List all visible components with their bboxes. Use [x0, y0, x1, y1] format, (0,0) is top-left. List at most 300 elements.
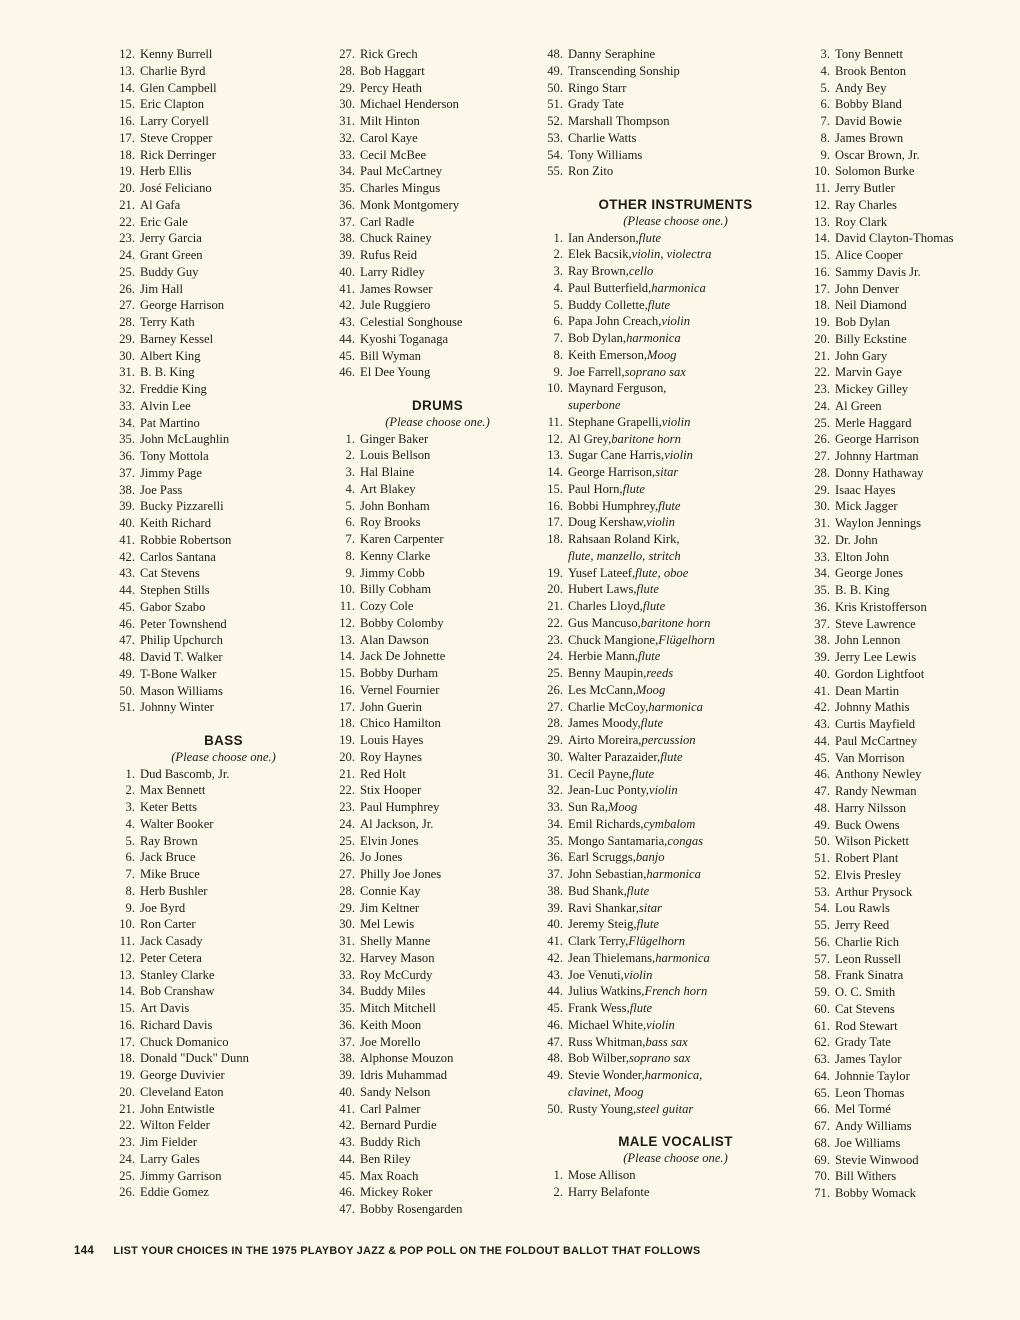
artist-name: Keith Richard [140, 516, 211, 530]
list-item [800, 80, 1010, 97]
artist-name: Mel Lewis [360, 917, 415, 932]
list-item [533, 514, 793, 531]
item-number: 19. [814, 315, 830, 329]
item-number: 17. [547, 515, 563, 530]
artist-name: Carl Palmer [360, 1101, 421, 1116]
artist-name: Anthony Newley [835, 767, 922, 782]
item-number: 17. [339, 699, 355, 714]
list-item [800, 214, 1010, 231]
item-number: 31. [119, 365, 135, 380]
item-number: 30. [339, 97, 355, 112]
item-number: 40. [547, 917, 563, 932]
artist-name: B. B. King [140, 365, 195, 380]
section-heading: DRUMS [411, 398, 464, 413]
artist-name: Sugar Cane Harris, [568, 448, 665, 463]
item-number: 44. [547, 984, 563, 999]
list-item [800, 917, 1010, 934]
list-item [105, 1050, 310, 1067]
list-item [800, 1101, 1010, 1118]
list-item [800, 549, 1010, 566]
artist-name: Herb Bushler [140, 883, 208, 898]
artist-name: Merle Haggard [835, 415, 912, 430]
item-number: 32. [339, 130, 355, 145]
artist-name: Jeremy Steig, [568, 917, 637, 932]
item-number: 26. [814, 432, 830, 447]
item-number: 19. [119, 1068, 135, 1082]
instrument-label: sitar [655, 465, 679, 479]
list-item [800, 431, 1010, 448]
list-item [533, 163, 793, 180]
item-number: 21. [119, 1101, 135, 1116]
list-item [800, 934, 1010, 951]
list-item [325, 1034, 525, 1051]
list-item [533, 1184, 793, 1201]
item-number: 37. [547, 867, 563, 881]
item-number: 46. [547, 1017, 563, 1032]
artist-name: Karen Carpenter [360, 532, 444, 546]
item-number: 11. [119, 934, 135, 948]
artist-name: Frank Wess, [568, 1001, 630, 1015]
item-number: 16. [119, 1017, 135, 1032]
item-number: 43. [339, 315, 355, 329]
item-number: 20. [119, 1084, 135, 1099]
artist-name: Grant Green [140, 248, 203, 262]
list-item [800, 783, 1010, 800]
item-number: 3. [820, 47, 830, 61]
item-number: 7. [125, 867, 135, 881]
item-number: 18. [119, 1051, 135, 1066]
list-item [800, 398, 1010, 415]
artist-name: Larry Ridley [360, 264, 425, 279]
item-number: 33. [547, 800, 563, 814]
instrument-label: percussion [641, 733, 696, 747]
list-item [533, 130, 793, 147]
item-number: 43. [547, 967, 563, 982]
item-number: 22. [547, 615, 563, 630]
item-number: 45. [339, 1168, 355, 1183]
artist-name: Stephane Grapelli, [568, 414, 662, 429]
item-number: 3. [345, 465, 355, 479]
artist-name: Marshall Thompson [568, 114, 670, 128]
artist-name: Solomon Burke [835, 164, 915, 179]
list-item [105, 616, 310, 633]
item-number: 25. [119, 264, 135, 279]
artist-name: Johnny Winter [140, 700, 214, 715]
artist-name: Joe Venuti, [568, 967, 624, 982]
artist-name: Mason Williams [140, 683, 223, 698]
list-item [105, 549, 310, 566]
artist-name: T-Bone Walker [140, 666, 217, 681]
list-item [533, 246, 793, 263]
item-number: 21. [119, 197, 135, 212]
instrument-label: harmonica [626, 331, 681, 345]
item-number: 11. [814, 181, 830, 195]
item-number: 5. [345, 498, 355, 513]
list-item [325, 782, 525, 799]
list-item [105, 866, 310, 883]
item-number: 67. [814, 1119, 830, 1133]
item-number: 42. [339, 1118, 355, 1133]
item-number: 15. [814, 248, 830, 262]
artist-name: Philip Upchurch [140, 633, 223, 648]
artist-name: Jo Jones [360, 850, 403, 865]
artist-name: Cecil McBee [360, 147, 427, 162]
artist-name: Les McCann, [568, 682, 636, 697]
list-item [533, 766, 793, 783]
item-number: 15. [339, 666, 355, 680]
artist-name: Charlie Byrd [140, 63, 206, 78]
item-number: 46. [814, 767, 830, 782]
item-number: 31. [339, 934, 355, 948]
list-item [325, 866, 525, 883]
list-item [533, 950, 793, 967]
artist-name: Donny Hathaway [835, 465, 924, 480]
list-item [325, 615, 525, 632]
section-heading: OTHER INSTRUMENTS [598, 197, 753, 212]
artist-name: Tony Williams [568, 147, 643, 162]
item-number: 13. [119, 967, 135, 982]
footer-text: LIST YOUR CHOICES IN THE 1975 PLAYBOY JAZZ & POP POLL ON THE FOLDOUT BALLOT THAT FOLLOWS [113, 1245, 701, 1257]
list-item [800, 498, 1010, 515]
list-item [105, 1168, 310, 1185]
artist-name: Stevie Wonder, [568, 1068, 645, 1082]
artist-name: Rahsaan Roland Kirk, [568, 532, 680, 546]
list-item [325, 63, 525, 80]
artist-name: Grady Tate [568, 97, 624, 112]
artist-name: George Harrison, [568, 465, 656, 479]
artist-name: Rick Derringer [140, 147, 216, 162]
item-number: 29. [547, 733, 563, 747]
item-number: 2. [125, 783, 135, 798]
artist-name: Brook Benton [835, 63, 907, 78]
list-item [105, 1117, 310, 1134]
list-item [533, 313, 793, 330]
list-item [325, 46, 525, 63]
item-number: 12. [119, 950, 135, 965]
list-item [533, 364, 793, 381]
item-number: 43. [814, 717, 830, 731]
artist-name: Charles Lloyd, [568, 599, 643, 613]
item-number: 35. [814, 583, 830, 597]
item-number: 31. [814, 516, 830, 530]
column-3 [533, 46, 793, 1200]
list-item [325, 247, 525, 264]
artist-name: Johnny Hartman [835, 449, 919, 463]
column-2 [325, 46, 525, 1218]
item-number: 30. [119, 348, 135, 363]
artist-name: Max Bennett [140, 783, 206, 798]
artist-name: Curtis Mayfield [835, 717, 916, 731]
list-item [800, 884, 1010, 901]
artist-name: Jim Fielder [140, 1135, 198, 1149]
instrument-label: harmonica, [644, 1068, 703, 1082]
artist-name: Paul Humphrey [360, 800, 440, 814]
artist-name: Jack Casady [140, 934, 203, 948]
list-item [105, 264, 310, 281]
item-number: 20. [339, 749, 355, 764]
item-number: 40. [339, 1084, 355, 1099]
list-item [105, 431, 310, 448]
item-number: 17. [119, 1034, 135, 1049]
artist-name: Johnnie Taylor [835, 1068, 910, 1083]
artist-name: Roy McCurdy [360, 967, 433, 982]
list-item [325, 967, 525, 984]
instrument-label: baritone horn [640, 615, 711, 630]
artist-name: Cat Stevens [140, 566, 200, 581]
item-number: 27. [339, 867, 355, 881]
list-item [800, 96, 1010, 113]
list-item [325, 230, 525, 247]
list-item [533, 866, 793, 883]
artist-name: Jerry Reed [835, 918, 890, 932]
item-number: 47. [814, 784, 830, 798]
list-item [800, 482, 1010, 499]
list-item [800, 532, 1010, 549]
item-number: 28. [814, 465, 830, 480]
artist-name: Kenny Burrell [140, 47, 213, 61]
item-number: 44. [814, 733, 830, 748]
item-number: 39. [339, 248, 355, 262]
artist-name: Ravi Shankar, [568, 900, 639, 915]
artist-name: Charles Mingus [360, 181, 441, 195]
item-number: 39. [547, 900, 563, 915]
section-instruction: (Please choose one.) [623, 1151, 728, 1165]
list-item [533, 1067, 793, 1084]
list-item [325, 147, 525, 164]
list-item [325, 799, 525, 816]
list-item [325, 96, 525, 113]
artist-name: Carlos Santana [140, 549, 216, 564]
instrument-label: violin [646, 1017, 675, 1032]
artist-name: El Dee Young [360, 365, 431, 380]
item-number: 25. [119, 1168, 135, 1183]
artist-name: George Harrison [835, 432, 920, 447]
artist-name: Donald "Duck" Dunn [140, 1051, 249, 1066]
item-number: 49. [547, 63, 563, 78]
artist-name: Sandy Nelson [360, 1084, 431, 1099]
list-item [800, 364, 1010, 381]
item-number: 45. [339, 348, 355, 363]
list-item [325, 80, 525, 97]
list-item [105, 683, 310, 700]
section-heading: MALE VOCALIST [618, 1134, 733, 1150]
page-number: 144 [74, 1245, 95, 1257]
page-footer [74, 1245, 701, 1257]
artist-name: Carol Kaye [360, 130, 418, 145]
list-item [533, 833, 793, 850]
artist-name: Larry Coryell [140, 114, 209, 128]
list-item [800, 632, 1010, 649]
artist-name: John Lennon [835, 633, 901, 648]
list-item [325, 431, 525, 448]
artist-name: Eric Gale [140, 214, 188, 229]
artist-name: Paul McCartney [835, 733, 918, 748]
artist-name: Terry Kath [140, 315, 195, 329]
instrument-label: flute [636, 917, 659, 932]
list-item [533, 632, 793, 649]
instrument-label-continued: superbone [568, 398, 621, 412]
artist-name: Stevie Winwood [835, 1152, 919, 1167]
list-item [105, 833, 310, 850]
artist-name: Buddy Collette, [568, 297, 648, 312]
item-number: 14. [547, 465, 563, 479]
instrument-label: violin [664, 448, 693, 463]
item-number: 49. [814, 817, 830, 832]
artist-name: Al Grey, [568, 431, 612, 446]
list-item [800, 448, 1010, 465]
artist-name: Mike Bruce [140, 867, 200, 881]
instrument-label: violin [649, 783, 678, 798]
artist-name: Robert Plant [835, 851, 899, 865]
list-item [325, 883, 525, 900]
artist-name: Stanley Clarke [140, 967, 215, 982]
artist-name: Roy Haynes [360, 749, 422, 764]
item-number: 11. [547, 414, 563, 429]
list-item [533, 598, 793, 615]
item-number: 15. [547, 481, 563, 496]
instrument-label: bass sax [645, 1034, 688, 1049]
list-item [533, 1017, 793, 1034]
section-instruction: (Please choose one.) [385, 414, 490, 429]
list-item [800, 800, 1010, 817]
list-item [105, 983, 310, 1000]
list-item [533, 1034, 793, 1051]
list-item [105, 515, 310, 532]
list-item [325, 364, 525, 381]
list-item [105, 498, 310, 515]
artist-name: Cleveland Eaton [140, 1084, 224, 1099]
item-number: 47. [339, 1202, 355, 1216]
list-item [325, 665, 525, 682]
artist-name: Ray Brown, [568, 264, 629, 278]
artist-name: Neil Diamond [835, 298, 907, 313]
artist-name: Jim Keltner [360, 900, 420, 915]
instrument-label: flute [631, 766, 655, 781]
list-item [325, 682, 525, 699]
item-number: 63. [814, 1052, 830, 1066]
artist-name: Benny Maupin, [568, 666, 647, 680]
artist-name: Walter Parazaider, [568, 749, 661, 764]
artist-name: Celestial Songhouse [360, 315, 463, 329]
list-item [105, 599, 310, 616]
artist-name: Airto Moreira, [568, 733, 642, 747]
list-item [800, 565, 1010, 582]
item-number: 42. [547, 950, 563, 965]
list-item [533, 916, 793, 933]
list-item [533, 431, 793, 448]
list-item [800, 1185, 1010, 1202]
item-number: 59. [814, 985, 830, 999]
artist-name: Bob Cranshaw [140, 984, 215, 999]
item-number: 4. [345, 481, 355, 496]
artist-name: Andy Williams [835, 1119, 912, 1133]
artist-name: Eric Clapton [140, 97, 205, 112]
section-instruction: (Please choose one.) [623, 213, 728, 228]
item-number: 4. [125, 816, 135, 831]
list-item [325, 766, 525, 783]
list-item [325, 1000, 525, 1017]
artist-name: Richard Davis [140, 1017, 213, 1032]
item-number: 39. [814, 650, 830, 664]
item-number: 11. [339, 599, 355, 613]
item-number: 10. [814, 164, 830, 179]
artist-name: Steve Lawrence [835, 616, 916, 631]
list-item [325, 197, 525, 214]
artist-name: Louis Bellson [360, 448, 431, 463]
list-item [800, 1051, 1010, 1068]
item-number: 10. [119, 917, 135, 932]
list-item [105, 364, 310, 381]
item-number: 33. [339, 967, 355, 982]
item-number: 2. [553, 247, 563, 262]
item-number: 41. [547, 934, 563, 948]
artist-name: Monk Montgomery [360, 197, 459, 212]
artist-name: Leon Thomas [835, 1085, 905, 1100]
list-item [105, 214, 310, 231]
item-number: 18. [119, 147, 135, 162]
artist-name: Jerry Butler [835, 181, 895, 195]
item-number: 22. [119, 214, 135, 229]
item-number: 32. [119, 382, 135, 396]
list-item [105, 565, 310, 582]
list-item [533, 80, 793, 97]
item-number: 26. [119, 281, 135, 296]
item-number: 12. [339, 615, 355, 630]
artist-name: George Harrison [140, 298, 225, 313]
item-number: 69. [814, 1152, 830, 1167]
list-item [325, 1067, 525, 1084]
artist-name: Dr. John [835, 532, 878, 547]
instrument-label: flute [622, 481, 645, 496]
item-number: 30. [814, 499, 830, 514]
item-number: 54. [814, 901, 830, 916]
item-number: 9. [820, 147, 830, 162]
list-item [105, 766, 310, 783]
artist-name: Larry Gales [140, 1151, 200, 1166]
list-item [105, 1017, 310, 1034]
list-item [105, 1184, 310, 1201]
artist-name: Roy Clark [835, 214, 888, 229]
item-number: 4. [820, 63, 830, 78]
list-item [533, 682, 793, 699]
artist-name: Julius Watkins, [568, 984, 645, 999]
artist-name: Art Blakey [360, 481, 416, 496]
item-number: 45. [547, 1001, 563, 1015]
list-item [105, 1101, 310, 1118]
item-number: 37. [339, 214, 355, 229]
artist-name: Roy Brooks [360, 515, 421, 530]
item-number: 9. [345, 565, 355, 580]
instrument-label: sitar [638, 900, 662, 915]
list-item [105, 281, 310, 298]
item-number: 33. [119, 398, 135, 413]
artist-name: Vernel Fournier [360, 682, 440, 697]
list-item [105, 448, 310, 465]
item-number: 46. [339, 365, 355, 380]
list-item [800, 766, 1010, 783]
item-number: 3. [553, 264, 563, 278]
list-item [105, 666, 310, 683]
list-item [800, 833, 1010, 850]
artist-name: Bucky Pizzarelli [140, 499, 224, 514]
artist-name: Alvin Lee [140, 398, 191, 413]
artist-name: Rick Grech [360, 47, 418, 61]
item-number: 6. [345, 515, 355, 530]
artist-name: Oscar Brown, Jr. [835, 147, 920, 162]
item-number: 47. [119, 633, 135, 648]
artist-name: Jimmy Garrison [140, 1168, 222, 1183]
artist-name: Peter Townshend [140, 616, 227, 631]
